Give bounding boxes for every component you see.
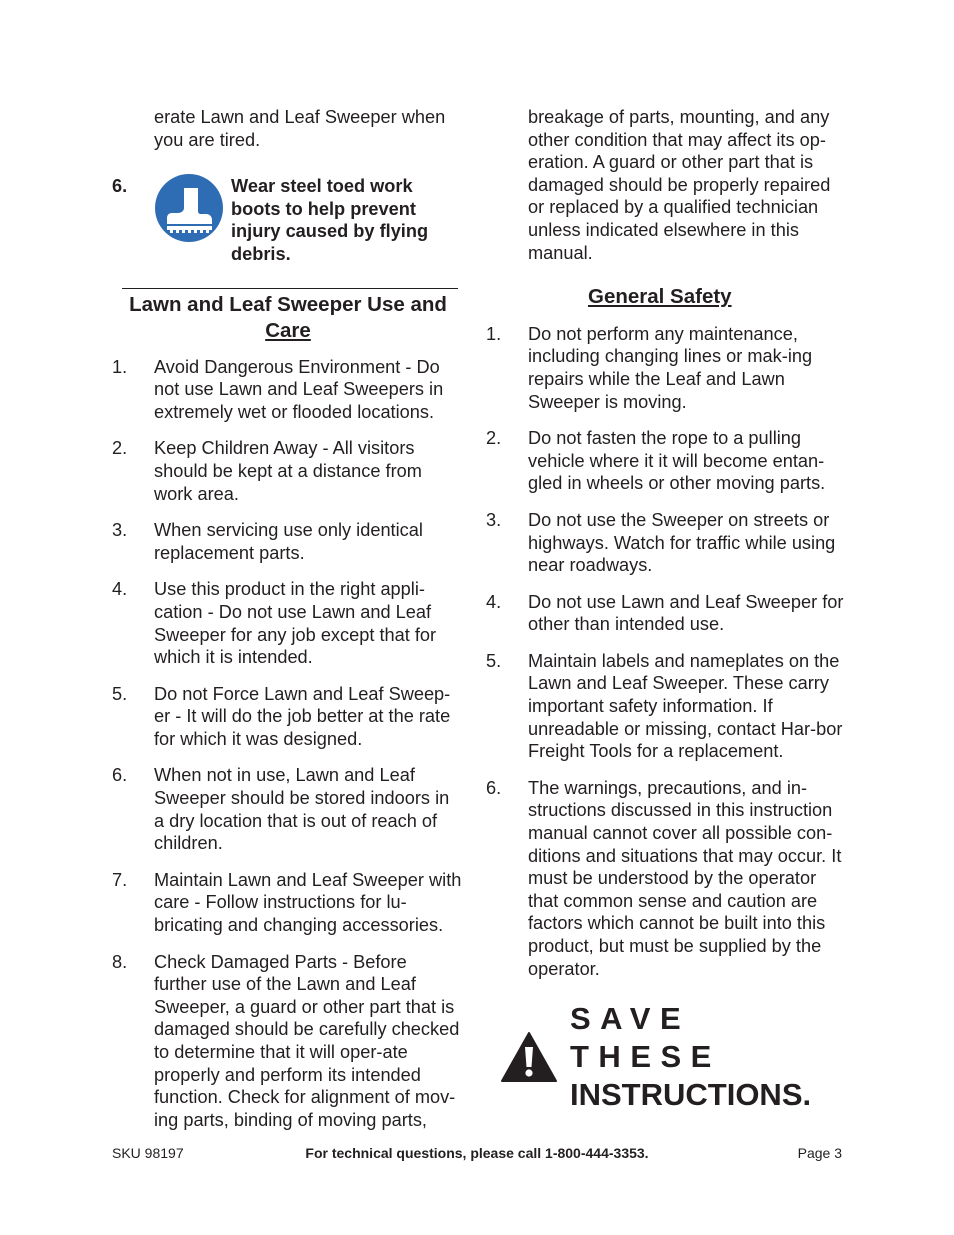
item-text: Maintain labels and nameplates on the Lawn and Leaf Sweeper. These carry important safety information. If unreadable or missing, contact Har-bor Freight Tools for a replacement. <box>528 650 843 762</box>
item-text: Do not Force Lawn and Leaf Sweep-er - It will do the job better at the rate for which it was designed. <box>154 683 451 749</box>
item-text: When not in use, Lawn and Leaf Sweeper should be stored indoors in a dry location that is out of reach of children. <box>154 765 450 854</box>
item-number: 1. <box>486 323 502 344</box>
list-item <box>486 591 846 636</box>
item-number: 5. <box>112 683 128 704</box>
use-and-care-heading-line2: Care <box>265 318 311 342</box>
save-instructions-banner <box>500 1000 846 1114</box>
item-text: Avoid Dangerous Environment - Do not use Lawn and Leaf Sweepers in extremely wet or flooded locations. <box>154 356 444 422</box>
list-item <box>486 509 846 577</box>
list-item <box>112 356 464 424</box>
item-number: 4. <box>112 579 128 600</box>
item-text: When servicing use only identical replacement parts. <box>154 520 423 563</box>
list-item <box>486 323 846 413</box>
list-item <box>486 427 846 495</box>
item-number: 6. <box>112 765 128 786</box>
item-text: Maintain Lawn and Leaf Sweeper with care - Follow instructions for lu-bricating and changing accessories. <box>154 869 462 936</box>
footer-technical-questions: For technical questions, please call 1-800-444-3353. <box>305 1145 649 1161</box>
section-divider <box>122 288 458 289</box>
list-item <box>112 578 464 668</box>
footer-page-number: Page 3 <box>797 1145 842 1161</box>
item-text: Do not use the Sweeper on streets or highways. Watch for traffic while using near roadways. <box>528 509 836 576</box>
use-and-care-heading-line1: Lawn and Leaf Sweeper Use and <box>129 292 447 316</box>
left-column <box>112 106 464 1145</box>
list-item <box>112 519 464 564</box>
item-text: The warnings, precautions, and in-structions discussed in this instruction manual cannot cover all possible con-ditions and situations that may occur. It must be understood by the operator that common sense and caution are factors which cannot be built into this product, but must be supplied by the operator. <box>528 777 842 979</box>
save-instructions-text <box>570 1000 846 1114</box>
right-continuation-text: breakage of parts, mounting, and any other condition that may affect its op-eration. A guard or other part that is damaged should be properly repaired or replaced by a qualified technician unless indicated elsewhere in this manual. <box>528 107 831 263</box>
item-number: 4. <box>486 591 502 612</box>
item-number: 2. <box>486 428 502 449</box>
item-number: 1. <box>112 356 128 377</box>
general-safety-list <box>486 323 846 980</box>
list-item <box>112 437 464 505</box>
use-and-care-list <box>112 356 464 1132</box>
steel-toe-boot-icon <box>154 173 224 243</box>
use-and-care-heading <box>112 292 464 344</box>
item-number: 8. <box>112 951 128 972</box>
item-text: Do not fasten the rope to a pulling vehicle where it it will become entan-gled in wheels or other moving parts. <box>528 428 826 494</box>
boot-safety-text: Wear steel toed work boots to help prevent injury caused by flying debris. <box>231 176 429 264</box>
general-safety-heading: General Safety <box>588 285 732 309</box>
list-item <box>112 869 464 937</box>
item-text: Do not perform any maintenance, including changing lines or mak-ing repairs while the Leaf and Lawn Sweeper is moving. <box>528 323 813 412</box>
list-item <box>112 683 464 751</box>
left-continuation-text: erate Lawn and Leaf Sweeper when you are tired. <box>154 107 446 150</box>
footer-sku: SKU 98197 <box>112 1145 184 1161</box>
item-number: 7. <box>112 869 128 890</box>
item-text: Keep Children Away - All visitors should be kept at a distance from work area. <box>154 438 422 504</box>
instructions-line: INSTRUCTIONS. <box>570 1077 812 1113</box>
boot-safety-item <box>112 175 464 265</box>
list-item <box>486 777 846 980</box>
boot-item-number: 6. <box>112 176 128 197</box>
item-number: 6. <box>486 777 502 798</box>
item-text: Use this product in the right appli-cation - Do not use Lawn and Leaf Sweeper for any job except that for which it is intended. <box>154 579 437 668</box>
warning-triangle-icon <box>500 1031 558 1083</box>
item-number: 3. <box>486 509 502 530</box>
list-item <box>486 650 846 763</box>
right-column <box>486 106 846 1114</box>
list-item <box>112 764 464 854</box>
item-number: 2. <box>112 438 128 459</box>
list-item <box>112 951 464 1132</box>
item-number: 5. <box>486 650 502 671</box>
item-text: Check Damaged Parts - Before further use of the Lawn and Leaf Sweeper, a guard or other part that is damaged should be carefully checked to determine that it will oper-ate properly and perform its intended function. Check for alignment of mov-ing parts, binding of moving parts, <box>154 951 460 1130</box>
item-text: Do not use Lawn and Leaf Sweeper for other than intended use. <box>528 591 844 635</box>
save-these-line: SAVE THESE <box>570 1001 721 1075</box>
item-number: 3. <box>112 520 128 541</box>
